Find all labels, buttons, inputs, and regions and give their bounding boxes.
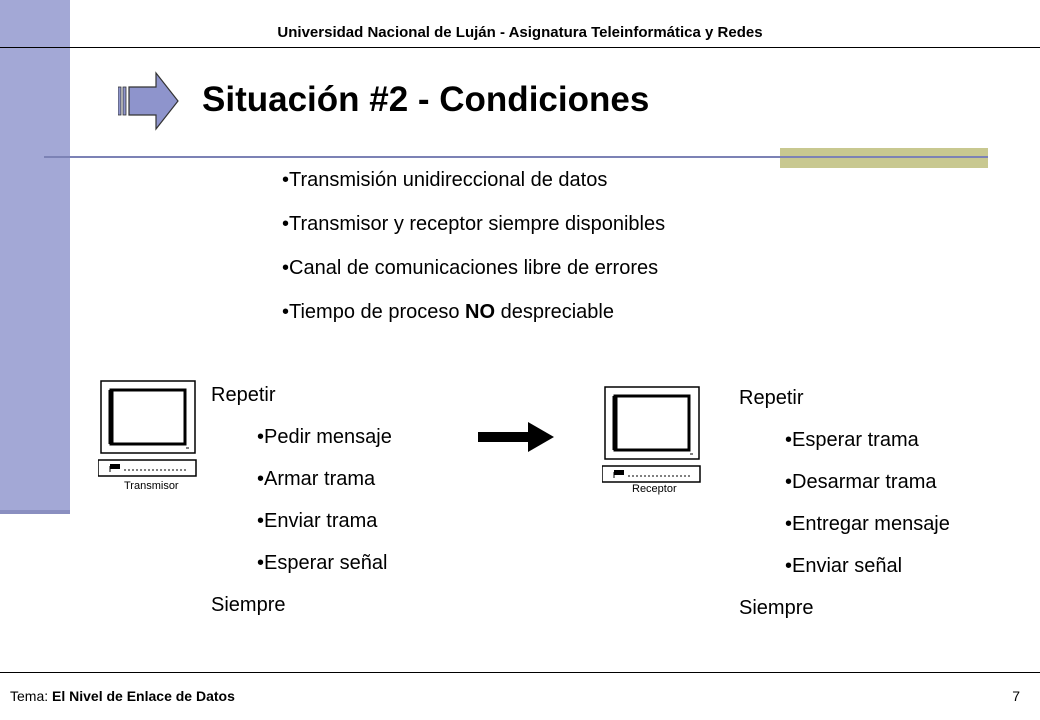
condition-item: • Tiempo de proceso NO despreciable xyxy=(282,290,665,334)
algo-step: • Desarmar trama xyxy=(739,461,950,503)
condition-item: • Canal de comunicaciones libre de errores xyxy=(282,246,665,290)
algo-step: • Armar trama xyxy=(211,458,392,500)
receiver-label: Receptor xyxy=(632,483,677,495)
receiver-computer-icon xyxy=(602,384,702,494)
title-arrow-icon xyxy=(118,70,180,132)
transmitter-label: Transmisor xyxy=(124,480,179,492)
algo-step: • Entregar mensaje xyxy=(739,503,950,545)
algo-step: • Pedir mensaje xyxy=(211,416,392,458)
algo-start: Repetir xyxy=(211,384,276,406)
algo-end: Siempre xyxy=(739,597,814,619)
conditions-list xyxy=(282,158,665,334)
algo-step: • Esperar trama xyxy=(739,419,950,461)
footer-divider xyxy=(0,672,1040,673)
algo-step: • Enviar señal xyxy=(739,545,950,587)
algo-end: Siempre xyxy=(211,594,286,616)
algo-step: • Enviar trama xyxy=(211,500,392,542)
receiver-algorithm xyxy=(739,377,950,629)
algo-start: Repetir xyxy=(739,387,804,409)
sidebar-decoration xyxy=(0,0,70,514)
transmitter-computer-icon xyxy=(98,378,198,488)
algo-step: • Esperar señal xyxy=(211,542,392,584)
condition-item: • Transmisión unidireccional de datos xyxy=(282,158,665,202)
footer-topic: Tema: El Nivel de Enlace de Datos xyxy=(10,688,235,704)
page-number: 7 xyxy=(1012,688,1020,704)
header-title: Universidad Nacional de Luján - Asignatura Teleinformática y Redes xyxy=(277,24,763,41)
transmission-arrow-icon xyxy=(478,420,554,454)
transmitter-algorithm xyxy=(211,374,392,626)
slide-title: Situación #2 - Condiciones xyxy=(202,80,650,119)
accent-bar xyxy=(780,148,988,168)
header-divider xyxy=(0,47,1040,48)
condition-item: • Transmisor y receptor siempre disponibles xyxy=(282,202,665,246)
